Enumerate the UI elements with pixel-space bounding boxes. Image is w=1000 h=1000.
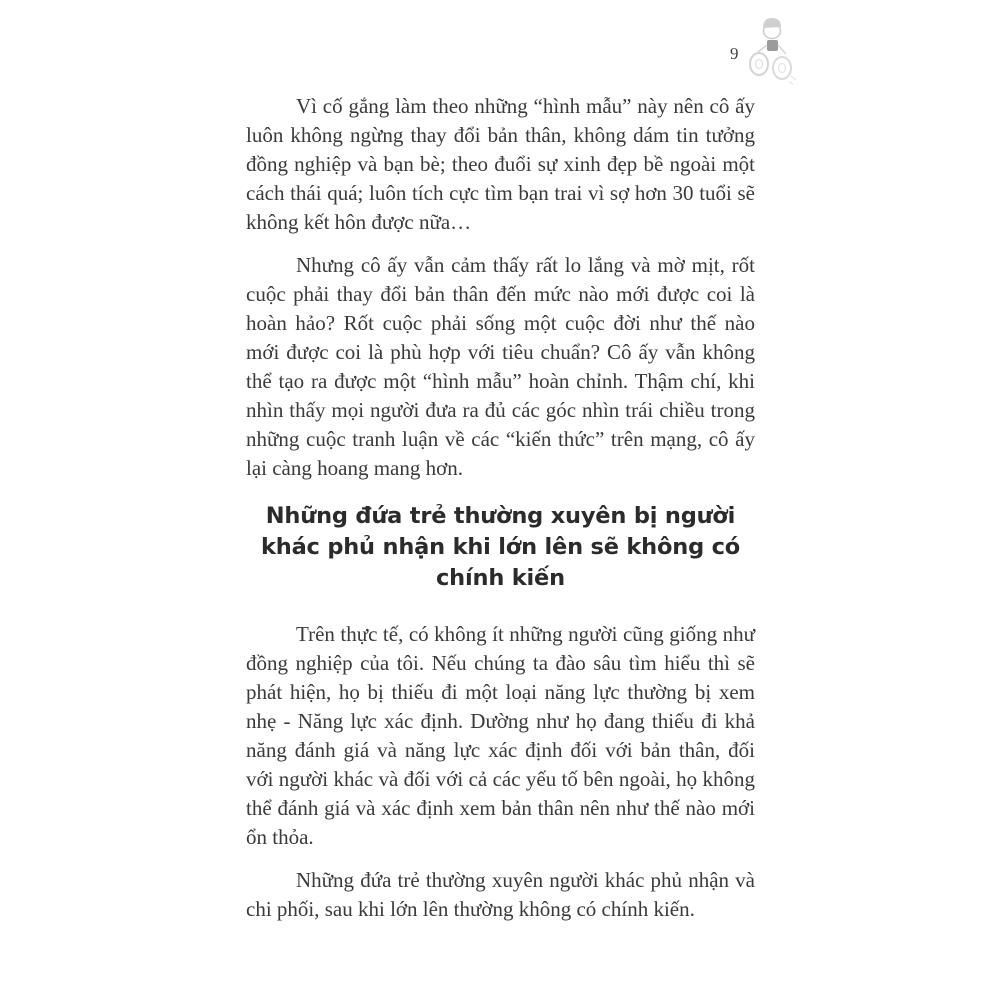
paragraph: Trên thực tế, có không ít những người cũng giống như đồng nghiệp của tôi. Nếu chúng ta đào sâu tìm hiểu thì sẽ phát hiện, họ bị thiếu đi một loại năng lực thường bị xem nhẹ - Năng lực xác định. Dường như họ đang thiếu đi khả năng đánh giá và năng lực xác định đối với bản thân, đối với người khác và đối với cả các yếu tố bên ngoài, họ không thể đánh giá và xác định xem bản thân nên như thế nào mới ổn thỏa. [246, 622, 755, 849]
child-on-scooter-illustration-icon [744, 14, 800, 90]
section-heading: Những đứa trẻ thường xuyên bị người khác phủ nhận khi lớn lên sẽ không có chính kiến [260, 503, 741, 591]
paragraph: Vì cố gắng làm theo những “hình mẫu” này nên cô ấy luôn không ngừng thay đổi bản thân, không dám tin tưởng đồng nghiệp và bạn bè; theo đuổi sự xinh đẹp bề ngoài một cách thái quá; luôn tích cực tìm bạn trai vì sợ hơn 30 tuổi sẽ không kết hôn được nữa… [246, 94, 755, 234]
paragraph: Những đứa trẻ thường xuyên người khác phủ nhận và chi phối, sau khi lớn lên thường không có chính kiến. [246, 868, 755, 921]
page-number: 9 [730, 44, 739, 63]
paragraph: Nhưng cô ấy vẫn cảm thấy rất lo lắng và mờ mịt, rốt cuộc phải thay đổi bản thân đến mức nào mới được coi là hoàn hảo? Rốt cuộc phải sống một cuộc đời như thế nào mới được coi là phù hợp với tiêu chuẩn? Cô ấy vẫn không thể tạo ra được một “hình mẫu” hoàn chỉnh. Thậm chí, khi nhìn thấy mọi người đưa ra đủ các góc nhìn trái chiều trong những cuộc tranh luận về các “kiến thức” trên mạng, cô ấy lại càng hoang mang hơn. [246, 253, 755, 480]
page-text-block [246, 92, 755, 938]
